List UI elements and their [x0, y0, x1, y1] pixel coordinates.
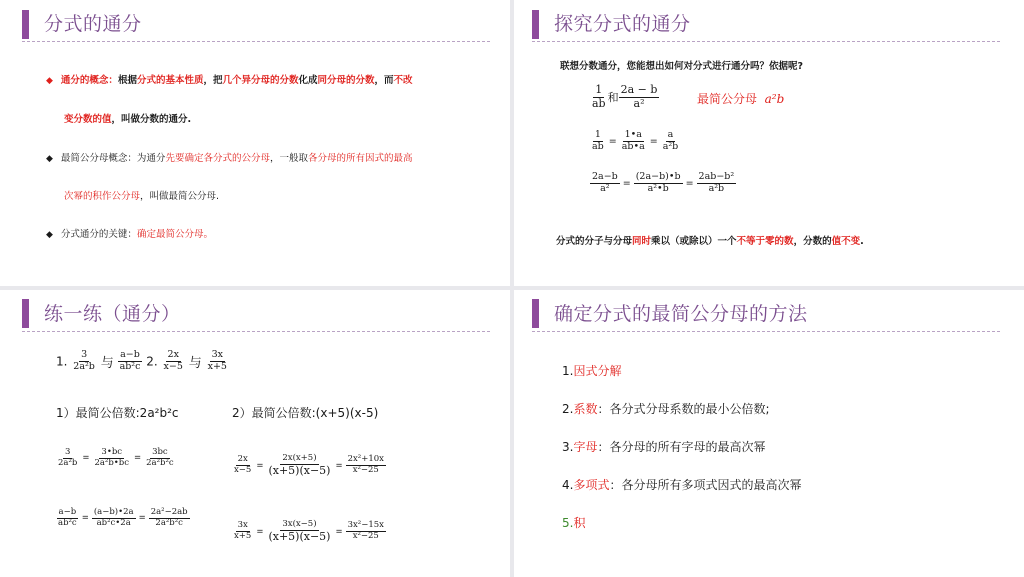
fraction: $\frac{2x}{x-5}$ [234, 454, 252, 476]
fraction: $\frac{2x}{x-5}$ [163, 349, 183, 372]
conclusion-text: 分式的分子与分母同时乘以（或除以）一个不等于零的数，分数的值不变. [556, 236, 864, 247]
slide-fraction-common-denominator [0, 0, 510, 286]
method-step-5: 5.积 [562, 516, 586, 530]
title-divider [532, 41, 1000, 42]
slide-explore-common-denominator [514, 0, 1024, 286]
answer-2-lcd: 2）最简公倍数:(x+5)(x-5) [232, 406, 379, 420]
fraction: $\frac{(a-b)•2a}{\text{ab²c•2a}}$ [93, 507, 134, 528]
slide-practice [0, 290, 510, 577]
fraction: $\frac{3•bc}{\text{2a²b•bc}}$ [94, 447, 129, 468]
lcd-concept-paragraph: ◆ 最简公分母概念：为通分先要确定各分式的公分母，一般取各分母的所有因式的最高 [46, 153, 413, 164]
fraction: $\frac{1}{ab}$ [592, 83, 606, 110]
fraction: $\frac{3}{\text{2a²b}}$ [58, 447, 78, 468]
fraction: $\frac{1}{ab}$ [592, 129, 604, 152]
fraction: $\frac{1•a}{ab•a}$ [621, 129, 645, 152]
fraction: $\frac{2a-b}{\text{a²}}$ [592, 171, 618, 194]
slide-title: 分式的通分 [44, 13, 142, 35]
solution-row-2: $\frac{a-b}{\text{ab²c}}$ = $\frac{(a-b)•2a}{\text{ab²c•2a}}$ = $\frac{\text{2a²−2ab}}{\text{2a²b²c}}$ [58, 507, 188, 528]
bullet-diamond-icon: ◆ [46, 154, 53, 164]
fraction: $\frac{a-b}{\text{ab²c}}$ [119, 349, 141, 372]
concept-paragraph: ◆ 通分的概念：根据分式的基本性质，把几个异分母的分数化成同分母的分数，而不改 [46, 75, 413, 86]
solution-row-3: $\frac{2x}{x-5}$ = $\frac{2x(x+5)}{(x+5)(x-5)}$ = $\frac{\text{2x²+10x}}{\text{x²−25}}$ [234, 453, 384, 477]
lcd-concept-paragraph-line2: 次幂的积作公分母，叫做最简公分母. [64, 191, 220, 202]
bullet-diamond-icon: ◆ [46, 230, 53, 240]
solution-row-4: $\frac{3x}{x+5}$ = $\frac{3x(x-5)}{(x+5)(x-5)}$ = $\frac{\text{3x²−15x}}{\text{x²−25}}$ [234, 519, 384, 543]
fraction: $\frac{3bc}{\text{2a²b²c}}$ [146, 447, 174, 468]
method-step-4: 4.多项式：各分母所有多项式因式的最高次幂 [562, 478, 802, 492]
lcd-result: 最简公分母 a²b [697, 92, 785, 106]
answer-1-lcd: 1）最简公倍数:2a²b²c [56, 406, 179, 420]
given-fractions: $\frac{1}{ab}$ 和 $\frac{2a - b}{\text{a²}}$ [592, 83, 658, 110]
concept-paragraph-line2: 变分数的值，叫做分数的通分. [64, 114, 192, 125]
fraction: $\frac{3x}{x+5}$ [234, 520, 252, 542]
fraction: $\frac{\text{2a²−2ab}}{\text{2a²b²c}}$ [150, 507, 188, 528]
fraction: $\frac{\text{2x²+10x}}{\text{x²−25}}$ [347, 454, 384, 476]
equation-1: $\frac{1}{ab}$ = $\frac{1•a}{ab•a}$ = $\frac{a}{\text{a²b}}$ [592, 129, 679, 152]
fraction: $\frac{\text{3x²−15x}}{\text{x²−25}}$ [347, 520, 384, 542]
fraction: $\frac{a-b}{\text{ab²c}}$ [58, 507, 77, 528]
bullet-diamond-icon: ◆ [46, 76, 53, 86]
fraction: $\frac{a}{\text{a²b}}$ [662, 129, 679, 152]
slide-lcd-method [514, 290, 1024, 577]
title-divider [22, 331, 490, 332]
slide-title: 探究分式的通分 [554, 13, 691, 35]
method-step-3: 3.字母：各分母的所有字母的最高次幂 [562, 440, 766, 454]
fraction: $\frac{2a - b}{\text{a²}}$ [620, 83, 658, 110]
fraction: $\frac{3x(x-5)}{(x+5)(x-5)}$ [268, 519, 331, 543]
slide-title: 练一练（通分） [44, 303, 181, 325]
key-point-paragraph: ◆ 分式通分的关键：确定最简公分母。 [46, 229, 213, 240]
method-step-1: 1.因式分解 [562, 364, 622, 378]
title-divider [532, 331, 1000, 332]
fraction: $\frac{2x(x+5)}{(x+5)(x-5)}$ [268, 453, 331, 477]
title-divider [22, 41, 490, 42]
title-accent-bar [22, 299, 29, 328]
guiding-question: 联想分数通分，您能想出如何对分式进行通分吗？依据呢? [560, 61, 804, 72]
exercise-questions: 1. $\frac{3}{\text{2a²b}}$ 与 $\frac{a-b}{\text{ab²c}}$ 2. $\frac{2x}{x-5}$ 与 $\frac{3x}{x+5}$ [56, 349, 227, 372]
title-accent-bar [532, 10, 539, 39]
fraction: $\frac{\text{2ab−b²}}{\text{a²b}}$ [698, 171, 735, 194]
fraction: $\frac{(2a-b)•b}{\text{a²•b}}$ [635, 171, 681, 194]
title-accent-bar [22, 10, 29, 39]
slide-title: 确定分式的最简公分母的方法 [554, 303, 808, 325]
method-step-2: 2.系数：各分式分母系数的最小公倍数; [562, 402, 770, 416]
fraction: $\frac{3}{\text{2a²b}}$ [73, 349, 95, 372]
title-accent-bar [532, 299, 539, 328]
equation-2: $\frac{2a-b}{\text{a²}}$ = $\frac{(2a-b)•b}{\text{a²•b}}$ = $\frac{\text{2ab−b²}}{\text{a²b}}$ [592, 171, 735, 194]
solution-row-1: $\frac{3}{\text{2a²b}}$ = $\frac{3•bc}{\text{2a²b•bc}}$ = $\frac{3bc}{\text{2a²b²c}}$ [58, 447, 174, 468]
fraction: $\frac{3x}{x+5}$ [207, 349, 227, 372]
